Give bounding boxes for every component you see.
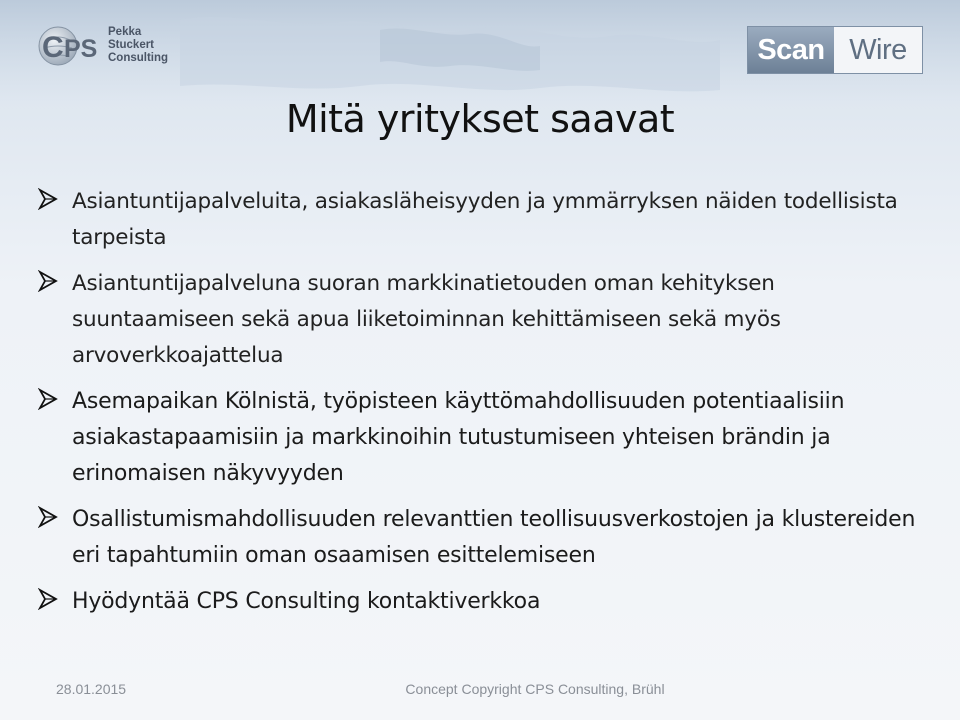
cps-logo-wordmark <box>108 26 168 65</box>
cps-logo-line-2: Stuckert <box>108 39 155 51</box>
arrowhead-bullet-icon <box>38 388 58 410</box>
bullet-item <box>38 584 918 620</box>
arrowhead-bullet-icon <box>38 270 58 292</box>
arrowhead-bullet-icon <box>38 588 58 610</box>
arrowhead-bullet-icon <box>38 188 58 210</box>
footer-date: 28.01.2015 <box>56 681 127 697</box>
bullet-item <box>38 384 918 492</box>
bullet-text: Osallistumismahdollisuuden relevanttien teollisuusverkostojen ja klustereiden eri tapahtumiin oman osaamisen esittelemiseen <box>72 507 916 568</box>
bullet-item <box>38 184 918 256</box>
bullet-text: Hyödyntää CPS Consulting kontaktiverkkoa <box>72 589 541 614</box>
bullet-list <box>38 184 918 630</box>
cps-consulting-logo <box>36 16 176 76</box>
slide-title: Mitä yritykset saavat <box>285 97 675 141</box>
cps-logo-line-3: Consulting <box>108 52 169 64</box>
bullet-text: Asiantuntijapalveluna suoran markkinatietouden oman kehityksen suuntaamiseen sekä apua liiketoiminnan kehittämiseen sekä myös arvoverkkoajattelua <box>72 271 781 368</box>
cps-logo-line-1: Pekka <box>108 26 142 38</box>
scanwire-logo-wire: Wire <box>834 27 922 73</box>
bullet-text: Asiantuntijapalveluita, asiakasläheisyyden ja ymmärryksen näiden todellisista tarpeista <box>72 189 898 250</box>
bullet-item <box>38 266 918 374</box>
bullet-text: Asemapaikan Kölnistä, työpisteen käyttömahdollisuuden potentiaalisiin asiakastapaamisiin ja markkinoihin tutustumiseen yhteisen brändin ja erinomaisen näkyvyyden <box>72 389 845 486</box>
svg-text:PS: PS <box>64 35 98 63</box>
arrowhead-bullet-icon <box>38 506 58 528</box>
svg-text:C: C <box>42 31 64 64</box>
cps-globe-logo-icon <box>36 16 104 76</box>
footer-copyright: Concept Copyright CPS Consulting, Brühl <box>405 681 665 697</box>
scanwire-logo <box>747 26 923 74</box>
scanwire-logo-scan: Scan <box>748 27 834 73</box>
bullet-item <box>38 502 918 574</box>
